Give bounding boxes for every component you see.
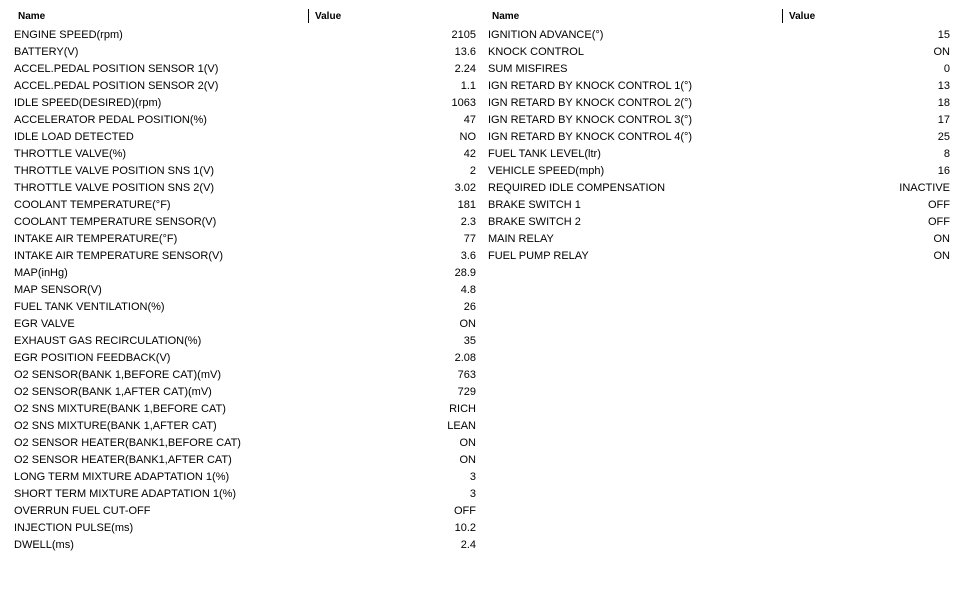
parameter-value: 13 [937,80,950,92]
parameter-name: INTAKE AIR TEMPERATURE(°F) [14,233,178,245]
parameter-value: OFF [928,216,950,228]
parameter-value: 2.24 [454,63,476,75]
parameter-name: FUEL TANK LEVEL(ltr) [488,148,601,160]
parameter-name: BRAKE SWITCH 2 [488,216,581,228]
table-row[interactable] [10,384,478,401]
table-row[interactable] [484,78,952,95]
parameter-name: IDLE SPEED(DESIRED)(rpm) [14,97,162,109]
table-row[interactable] [484,61,952,78]
table-row[interactable] [484,231,952,248]
parameter-value: 181 [457,199,476,211]
parameter-value: 3.6 [460,250,476,262]
parameter-name: EGR VALVE [14,318,75,330]
table-row[interactable] [10,316,478,333]
table-row[interactable] [10,299,478,316]
parameter-name: IGN RETARD BY KNOCK CONTROL 3(°) [488,114,693,126]
parameter-name: FUEL TANK VENTILATION(%) [14,301,165,313]
parameter-value: ON [933,46,950,58]
left-table-header [10,8,478,25]
table-row[interactable] [484,146,952,163]
table-row[interactable] [10,146,478,163]
parameter-value: OFF [928,199,950,211]
table-row[interactable] [10,486,478,503]
table-row[interactable] [10,112,478,129]
table-row[interactable] [484,214,952,231]
table-row[interactable] [484,44,952,61]
parameter-value: 1.1 [460,80,476,92]
table-row[interactable] [484,112,952,129]
parameter-value: 26 [463,301,476,313]
parameter-value: ON [933,250,950,262]
parameter-value: 13.6 [454,46,476,58]
parameter-value: 4.8 [460,284,476,296]
table-row[interactable] [10,282,478,299]
table-row[interactable] [10,44,478,61]
table-row[interactable] [10,129,478,146]
parameter-name: KNOCK CONTROL [488,46,584,58]
parameter-value: 2.08 [454,352,476,364]
parameter-name: OVERRUN FUEL CUT-OFF [14,505,151,517]
parameter-name: DWELL(ms) [14,539,74,551]
table-row[interactable] [10,435,478,452]
parameter-name: INTAKE AIR TEMPERATURE SENSOR(V) [14,250,224,262]
parameter-value: NO [459,131,476,143]
parameter-value: ON [933,233,950,245]
parameter-value: 25 [937,131,950,143]
table-row[interactable] [10,367,478,384]
table-row[interactable] [484,129,952,146]
parameter-name: EXHAUST GAS RECIRCULATION(%) [14,335,202,347]
column-header-name[interactable]: Name [492,11,520,22]
parameter-value: 0 [943,63,950,75]
parameter-value: 2105 [451,29,476,41]
parameter-value: 18 [937,97,950,109]
parameter-value: 8 [943,148,950,160]
left-table-body [10,27,478,554]
parameter-value: 15 [937,29,950,41]
parameter-name: VEHICLE SPEED(mph) [488,165,605,177]
parameter-name: MAIN RELAY [488,233,554,245]
parameter-name: IGN RETARD BY KNOCK CONTROL 1(°) [488,80,693,92]
parameter-value: 729 [457,386,476,398]
parameter-value: 10.2 [454,522,476,534]
parameter-name: O2 SENSOR(BANK 1,AFTER CAT)(mV) [14,386,212,398]
parameter-value: 16 [937,165,950,177]
parameter-name: FUEL PUMP RELAY [488,250,589,262]
parameter-name: IDLE LOAD DETECTED [14,131,134,143]
table-row[interactable] [10,78,478,95]
parameter-value: INACTIVE [899,182,950,194]
parameter-value: 2.4 [460,539,476,551]
parameter-name: LONG TERM MIXTURE ADAPTATION 1(%) [14,471,230,483]
parameter-value: 3.02 [454,182,476,194]
table-row[interactable] [484,27,952,44]
column-resize-handle[interactable] [782,9,783,23]
table-row[interactable] [10,61,478,78]
table-row[interactable] [10,180,478,197]
column-resize-handle[interactable] [308,9,309,23]
table-row[interactable] [484,95,952,112]
parameter-name: BRAKE SWITCH 1 [488,199,581,211]
parameter-value: RICH [449,403,476,415]
table-row[interactable] [484,180,952,197]
parameter-name: IGN RETARD BY KNOCK CONTROL 2(°) [488,97,693,109]
parameter-name: SHORT TERM MIXTURE ADAPTATION 1(%) [14,488,237,500]
table-row[interactable] [10,350,478,367]
parameter-name: O2 SNS MIXTURE(BANK 1,BEFORE CAT) [14,403,226,415]
parameter-value: LEAN [447,420,476,432]
parameter-value: OFF [454,505,476,517]
parameter-name: COOLANT TEMPERATURE SENSOR(V) [14,216,217,228]
parameter-name: ACCEL.PEDAL POSITION SENSOR 2(V) [14,80,219,92]
table-row[interactable] [484,197,952,214]
table-row[interactable] [10,231,478,248]
table-row[interactable] [484,163,952,180]
parameter-name: O2 SNS MIXTURE(BANK 1,AFTER CAT) [14,420,217,432]
parameter-name: IGNITION ADVANCE(°) [488,29,604,41]
table-row[interactable] [10,214,478,231]
parameter-name: ACCELERATOR PEDAL POSITION(%) [14,114,207,126]
table-row[interactable] [10,333,478,350]
parameter-name: INJECTION PULSE(ms) [14,522,134,534]
parameter-value: 42 [463,148,476,160]
left-data-table [10,8,478,554]
parameter-name: COOLANT TEMPERATURE(°F) [14,199,171,211]
table-row[interactable] [10,95,478,112]
parameter-name: ACCEL.PEDAL POSITION SENSOR 1(V) [14,63,219,75]
table-row[interactable] [10,452,478,469]
parameter-name: EGR POSITION FEEDBACK(V) [14,352,171,364]
table-row[interactable] [10,418,478,435]
parameter-value: 2 [469,165,476,177]
parameter-value: 28.9 [454,267,476,279]
parameter-name: O2 SENSOR HEATER(BANK1,AFTER CAT) [14,454,232,466]
parameter-value: ON [459,318,476,330]
column-header-name[interactable]: Name [18,11,46,22]
table-row[interactable] [10,520,478,537]
parameter-value: 47 [463,114,476,126]
right-table-body [484,27,952,265]
parameter-value: 2.3 [460,216,476,228]
right-table-header [484,8,952,25]
table-row[interactable] [10,503,478,520]
parameter-name: ENGINE SPEED(rpm) [14,29,123,41]
right-data-table [484,8,952,265]
parameter-value: 17 [937,114,950,126]
parameter-name: BATTERY(V) [14,46,79,58]
parameter-name: THROTTLE VALVE POSITION SNS 2(V) [14,182,215,194]
parameter-name: SUM MISFIRES [488,63,568,75]
table-row[interactable] [10,27,478,44]
parameter-name: THROTTLE VALVE POSITION SNS 1(V) [14,165,215,177]
column-header-value[interactable]: Value [315,11,342,22]
column-header-value[interactable]: Value [789,11,816,22]
parameter-value: 763 [457,369,476,381]
table-row[interactable] [10,469,478,486]
table-row[interactable] [10,265,478,282]
table-row[interactable] [10,163,478,180]
table-row[interactable] [484,248,952,265]
parameter-value: ON [459,454,476,466]
parameter-name: O2 SENSOR(BANK 1,BEFORE CAT)(mV) [14,369,221,381]
table-row[interactable] [10,537,478,554]
parameter-value: 77 [463,233,476,245]
parameter-name: IGN RETARD BY KNOCK CONTROL 4(°) [488,131,693,143]
parameter-value: 3 [469,488,476,500]
parameter-value: ON [459,437,476,449]
parameter-value: 3 [469,471,476,483]
parameter-value: 1063 [451,97,476,109]
parameter-name: MAP(inHg) [14,267,68,279]
table-row[interactable] [10,248,478,265]
parameter-name: THROTTLE VALVE(%) [14,148,127,160]
parameter-value: 35 [463,335,476,347]
parameter-name: REQUIRED IDLE COMPENSATION [488,182,666,194]
parameter-name: O2 SENSOR HEATER(BANK1,BEFORE CAT) [14,437,241,449]
parameter-name: MAP SENSOR(V) [14,284,102,296]
table-row[interactable] [10,197,478,214]
table-row[interactable] [10,401,478,418]
